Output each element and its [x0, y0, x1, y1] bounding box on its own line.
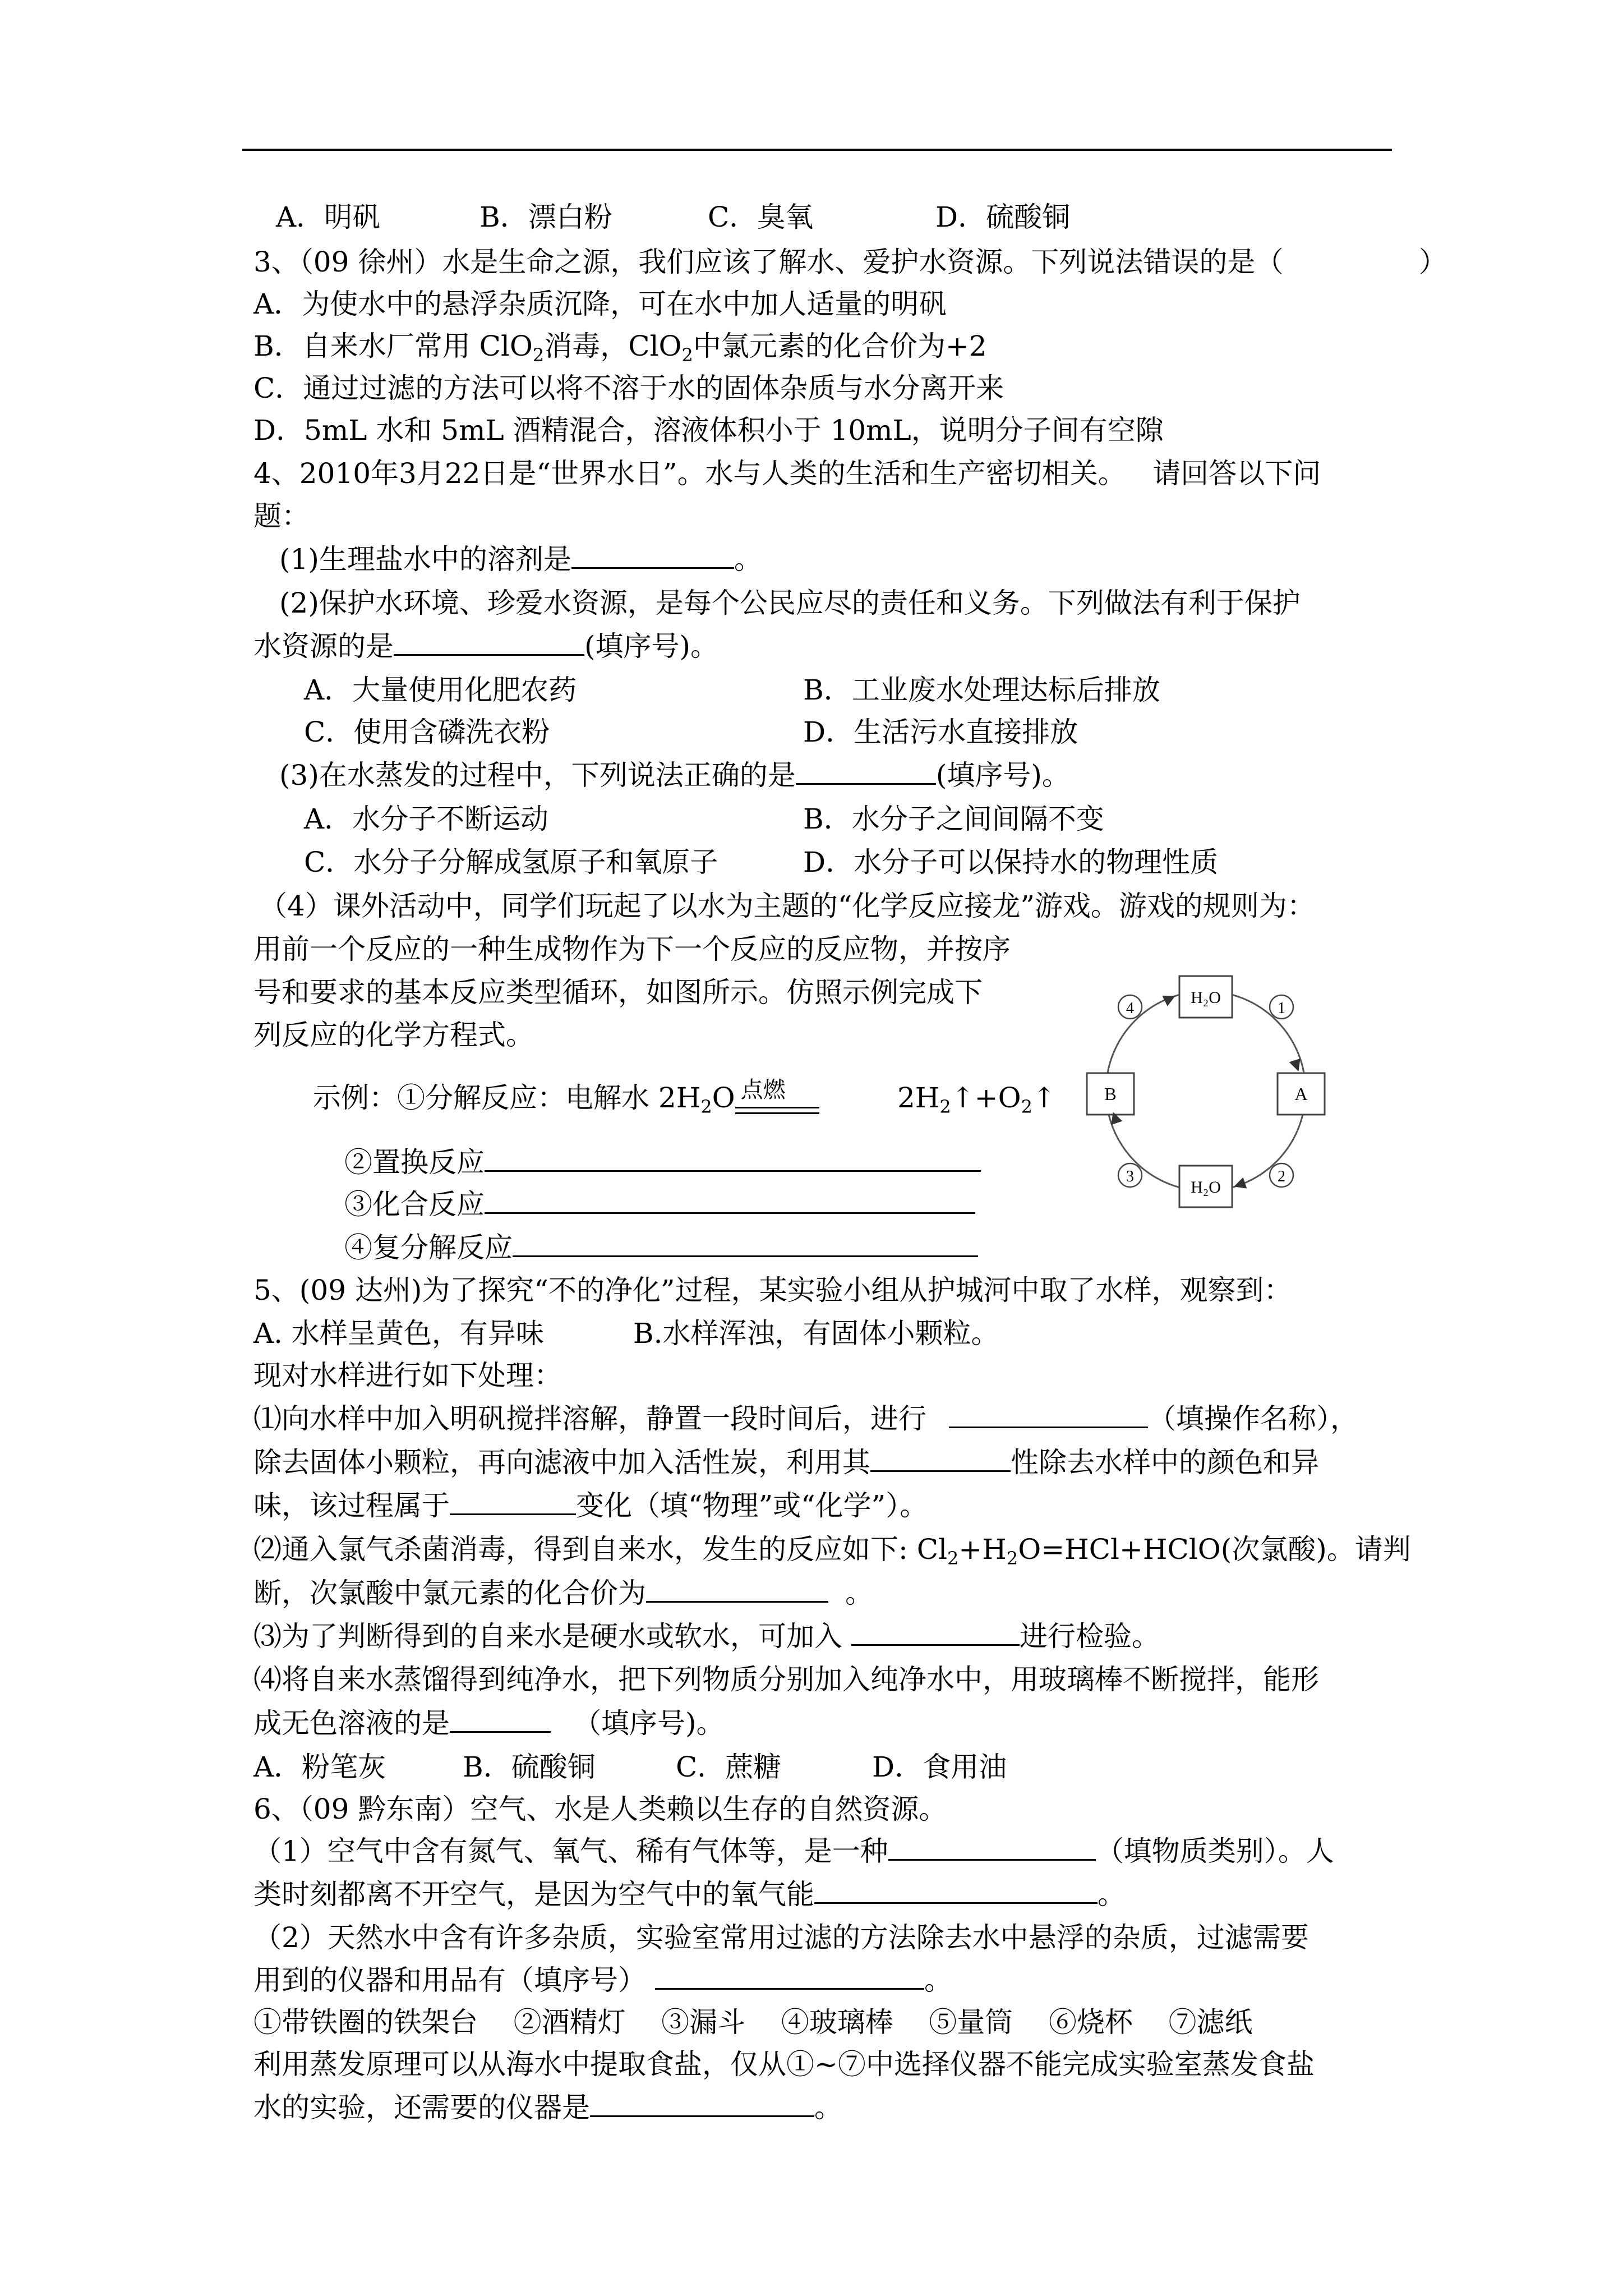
q5-part2-l2-end: 。 — [845, 1577, 873, 1609]
q4-part3-blank[interactable] — [796, 758, 936, 785]
header-rule — [242, 149, 1392, 151]
q5-part4-l2-end: （填序号)。 — [573, 1707, 725, 1740]
q4-reaction-2 — [344, 1144, 981, 1180]
q6-part3-l2-end: 。 — [814, 2091, 842, 2124]
q5-part2-text1: ⑵通入氯气杀菌消毒，得到自来水，发生的反应如下: Cl — [253, 1533, 947, 1566]
q5-part1-text: ⑴向水样中加入明矾搅拌溶解，静置一段时间后，进行 — [253, 1402, 926, 1435]
q5-part1-end: （填操作名称）， — [1148, 1402, 1358, 1435]
q6-part3-line1: 利用蒸发原理可以从海水中提取食盐，仅从①~⑦中选择仪器不能完成实验室蒸发食盐 — [253, 2048, 1315, 2081]
arrow-2 — [1236, 1185, 1239, 1186]
svg-text:4: 4 — [1126, 1000, 1134, 1017]
q5-change-type-blank[interactable] — [450, 1489, 576, 1515]
q6-oxygen-blank[interactable] — [814, 1878, 1098, 1904]
step-label-2 — [1270, 1163, 1293, 1187]
example-sub: 2 — [700, 1096, 712, 1117]
reaction-3-label: ③化合反应 — [344, 1188, 485, 1221]
q4-stem-line1: 4、2010年3月22日是“世界水日”。水与人类的生活和生产密切相关。 请回答以下问 — [253, 457, 1321, 490]
q3-option-d: D．5mL 水和 5mL 酒精混合，溶液体积小于 10mL，说明分子间有空隙 — [253, 414, 1164, 447]
svg-text:H₂O: H₂O — [1191, 988, 1221, 1007]
q5-option-a: A．粉笔灰 — [253, 1751, 386, 1783]
q5-option-d: D．食用油 — [872, 1751, 1007, 1783]
q4-part3-end: (填序号)。 — [935, 759, 1070, 792]
q6-filter-tools-blank[interactable] — [655, 1963, 924, 1990]
products-sub2: 2 — [1021, 1096, 1032, 1117]
q5-option-b: B．硫酸铜 — [463, 1751, 596, 1783]
q3-stem: 3、（09 徐州）水是生命之源，我们应该了解水、爱护水资源。下列说法错误的是（ — [253, 246, 1284, 278]
reaction-cycle-diagram — [1077, 954, 1335, 1228]
products-h: 2H — [897, 1082, 940, 1114]
q5-part2-line1 — [253, 1531, 1411, 1576]
q2-option-d: D．硫酸铜 — [935, 201, 1071, 233]
q4-part4-line4: 列反应的化学方程式。 — [253, 1019, 534, 1051]
q5-part2-text3: O=HCl+HClO(次氯酸)。请判 — [1018, 1533, 1411, 1566]
q6-part1-end: （填物质类别）。人 — [1095, 1835, 1334, 1867]
q6-stem: 6、（09 黔东南）空气、水是人类赖以生存的自然资源。 — [253, 1793, 947, 1825]
q6-part3-l2-text: 水的实验，还需要的仪器是 — [253, 2091, 590, 2124]
products-rest: ↑+O — [951, 1082, 1021, 1114]
q5-part1-l3-end: 变化（填“物理”或“化学”）。 — [576, 1489, 928, 1522]
q5-part1-l3-text: 味，该过程属于 — [253, 1489, 450, 1522]
step-label-1 — [1270, 995, 1293, 1019]
q5-part1-line3 — [253, 1488, 928, 1524]
svg-text:A: A — [1294, 1084, 1308, 1104]
q4-part4-line1: （4）课外活动中，同学们玩起了以水为主题的“化学反应接龙”游戏。游戏的规则为： — [259, 890, 1315, 922]
q4-part3 — [279, 757, 1070, 793]
q5-part2-sub2: 2 — [1006, 1548, 1018, 1569]
q5-stem-text: 5、(09 达州)为了探究“不的净化”过程，某实验小组从护城河中取了水样，观察到： — [253, 1274, 1292, 1306]
q5-part1-l2-end: 性除去水样中的颜色和异 — [1011, 1446, 1319, 1479]
q4-stem-line2: 题： — [253, 500, 310, 532]
products-sub1: 2 — [939, 1096, 951, 1117]
reaction-3-blank[interactable] — [485, 1188, 975, 1214]
q4-part2-line1: (2)保护水环境、珍爱水资源，是每个公民应尽的责任和义务。下列做法有利于保护 — [279, 587, 1301, 619]
svg-text:3: 3 — [1126, 1168, 1134, 1185]
q4-part2-option-a: A．大量使用化肥农药 — [304, 674, 577, 706]
q3-b-text3: 中氯元素的化合价为+2 — [693, 330, 987, 362]
q4-part1 — [279, 541, 762, 577]
reaction-4-label: ④复分解反应 — [344, 1231, 513, 1264]
q2-option-a: A．明矾 — [276, 201, 381, 233]
q3-b-sub2: 2 — [681, 344, 693, 366]
q5-part1-l2-text: 除去固体小颗粒，再向滤液中加入活性炭，利用其 — [253, 1446, 870, 1479]
q4-reaction-3 — [344, 1186, 975, 1222]
q6-category-blank[interactable] — [888, 1834, 1096, 1861]
q4-part1-end: 。 — [734, 543, 762, 576]
q5-solution-blank[interactable] — [450, 1706, 551, 1733]
q3-stem-close: ） — [1419, 246, 1447, 278]
q5-stem — [253, 1272, 1292, 1308]
q5-part1-line2 — [253, 1444, 1319, 1480]
q4-part2-option-b: B．工业废水处理达标后排放 — [803, 674, 1160, 706]
q4-part3-option-b: B．水分子之间间隔不变 — [803, 803, 1104, 835]
q5-part4-line1: ⑷将自来水蒸馏得到纯净水，把下列物质分别加入纯净水中，用玻璃棒不断搅拌，能形 — [253, 1663, 1319, 1696]
q4-part3-text: (3)在水蒸发的过程中，下列说法正确的是 — [279, 759, 796, 792]
svg-text:2: 2 — [1278, 1168, 1285, 1185]
q6-part1-l2-text: 类时刻都离不开空气，是因为空气中的氧气能 — [253, 1878, 814, 1911]
q5-part3-end: 进行检验。 — [1020, 1620, 1160, 1653]
q3-b-text2: 消毒，ClO — [544, 330, 682, 362]
q5-observations: A. 水样呈黄色，有异味 B.水样浑浊，有固体小颗粒。 — [253, 1317, 999, 1350]
q4-example-products — [897, 1080, 1056, 1125]
q6-part1-l2-end: 。 — [1098, 1878, 1126, 1911]
svg-text:H₂O: H₂O — [1191, 1178, 1221, 1197]
example-o: O — [712, 1082, 735, 1114]
q4-part3-option-a: A．水分子不断运动 — [304, 803, 549, 835]
q4-part4-line2: 用前一个反应的一种生成物作为下一个反应的反应物，并按序 — [253, 933, 1011, 965]
q3-b-text1: B．自来水厂常用 ClO — [253, 330, 533, 362]
q2-option-b: B．漂白粉 — [479, 201, 612, 233]
reaction-condition-arrow — [735, 1077, 819, 1125]
arrow-1 — [1297, 1066, 1298, 1069]
q6-part1-text: （1）空气中含有氮气、氧气、稀有气体等，是一种 — [253, 1835, 888, 1867]
arrow-3 — [1114, 1114, 1115, 1117]
q4-part2-end: (填序号)。 — [584, 630, 719, 662]
q6-part2-l2-text: 用到的仪器和用品有（填序号） — [253, 1964, 646, 1996]
q6-part2-l2-end: 。 — [924, 1964, 952, 1996]
q3-b-sub1: 2 — [532, 344, 545, 366]
q4-example — [313, 1077, 819, 1125]
q5-part3 — [253, 1618, 1160, 1654]
q5-property-blank[interactable] — [870, 1446, 1011, 1472]
q4-part1-blank[interactable] — [571, 542, 734, 569]
q5-part3-text: ⑶为了判断得到的自来水是硬水或软水，可加入 — [253, 1620, 842, 1653]
q6-instruments: ①带铁圈的铁架台 ②酒精灯 ③漏斗 ④玻璃棒 ⑤量筒 ⑥烧杯 ⑦滤纸 — [253, 2006, 1253, 2039]
q3-option-a: A．为使水中的悬浮杂质沉降，可在水中加人适量的明矾 — [253, 288, 947, 320]
reaction-condition: 点燃 — [740, 1077, 786, 1103]
q5-part2-l2-text: 断，次氯酸中氯元素的化合价为 — [253, 1577, 646, 1609]
node-b — [1087, 1073, 1134, 1115]
q4-part2-option-c: C．使用含磷洗衣粉 — [304, 716, 550, 748]
node-bottom-water — [1179, 1166, 1232, 1207]
q5-valence-blank[interactable] — [646, 1576, 828, 1603]
reaction-4-blank[interactable] — [513, 1231, 978, 1257]
q4-part3-option-c: C．水分子分解成氢原子和氧原子 — [304, 846, 718, 878]
q6-part2-line1: （2）天然水中含有许多杂质，实验室常用过滤的方法除去水中悬浮的杂质，过滤需要 — [253, 1921, 1309, 1954]
q4-part3-option-d: D．水分子可以保持水的物理性质 — [803, 846, 1219, 878]
q4-part4-line3: 号和要求的基本反应类型循环，如图所示。仿照示例完成下 — [253, 976, 983, 1009]
q3-option-b — [253, 328, 987, 373]
q4-part2-text: 水资源的是 — [253, 630, 394, 662]
node-a — [1278, 1073, 1325, 1115]
q5-part2-line2 — [253, 1575, 873, 1611]
step-label-4 — [1118, 995, 1142, 1019]
q3-option-c: C．通过过滤的方法可以将不溶于水的固体杂质与水分离开来 — [253, 372, 1004, 404]
q5-reagent-blank[interactable] — [851, 1619, 1020, 1646]
q5-part4-line2 — [253, 1705, 725, 1741]
q5-part1-line1 — [253, 1401, 1358, 1437]
q5-part4-l2-text: 成无色溶液的是 — [253, 1707, 450, 1740]
products-arrow: ↑ — [1032, 1082, 1056, 1114]
q5-part2-sub1: 2 — [947, 1548, 959, 1569]
q5-part2-text2: +H — [958, 1533, 1007, 1566]
q4-part2-option-d: D．生活污水直接排放 — [803, 716, 1078, 748]
q6-part3-line2 — [253, 2090, 842, 2125]
cycle-circle — [1106, 991, 1306, 1191]
q4-reaction-4 — [344, 1230, 978, 1266]
q4-part2-line2 — [253, 628, 718, 664]
q5-intro: 现对水样进行如下处理： — [253, 1359, 562, 1392]
q6-part1-line2 — [253, 1876, 1126, 1912]
q5-option-c: C．蔗糖 — [676, 1751, 782, 1783]
q6-part1-line1 — [253, 1833, 1334, 1869]
svg-text:1: 1 — [1278, 1000, 1285, 1017]
node-top-water — [1179, 976, 1232, 1018]
reaction-2-blank[interactable] — [485, 1145, 981, 1172]
reaction-2-label: ②置换反应 — [344, 1146, 485, 1179]
step-label-3 — [1118, 1163, 1142, 1187]
q6-part2-line2 — [253, 1962, 952, 1998]
example-text: 示例：①分解反应：电解水 2H — [313, 1082, 701, 1114]
svg-text:B: B — [1104, 1084, 1117, 1104]
q4-part1-text: (1)生理盐水中的溶剂是 — [279, 543, 571, 576]
q2-option-c: C．臭氧 — [708, 201, 814, 233]
q6-instrument-blank[interactable] — [590, 2091, 814, 2117]
q5-operation-blank[interactable] — [949, 1402, 1148, 1428]
q4-part2-blank[interactable] — [394, 629, 584, 656]
